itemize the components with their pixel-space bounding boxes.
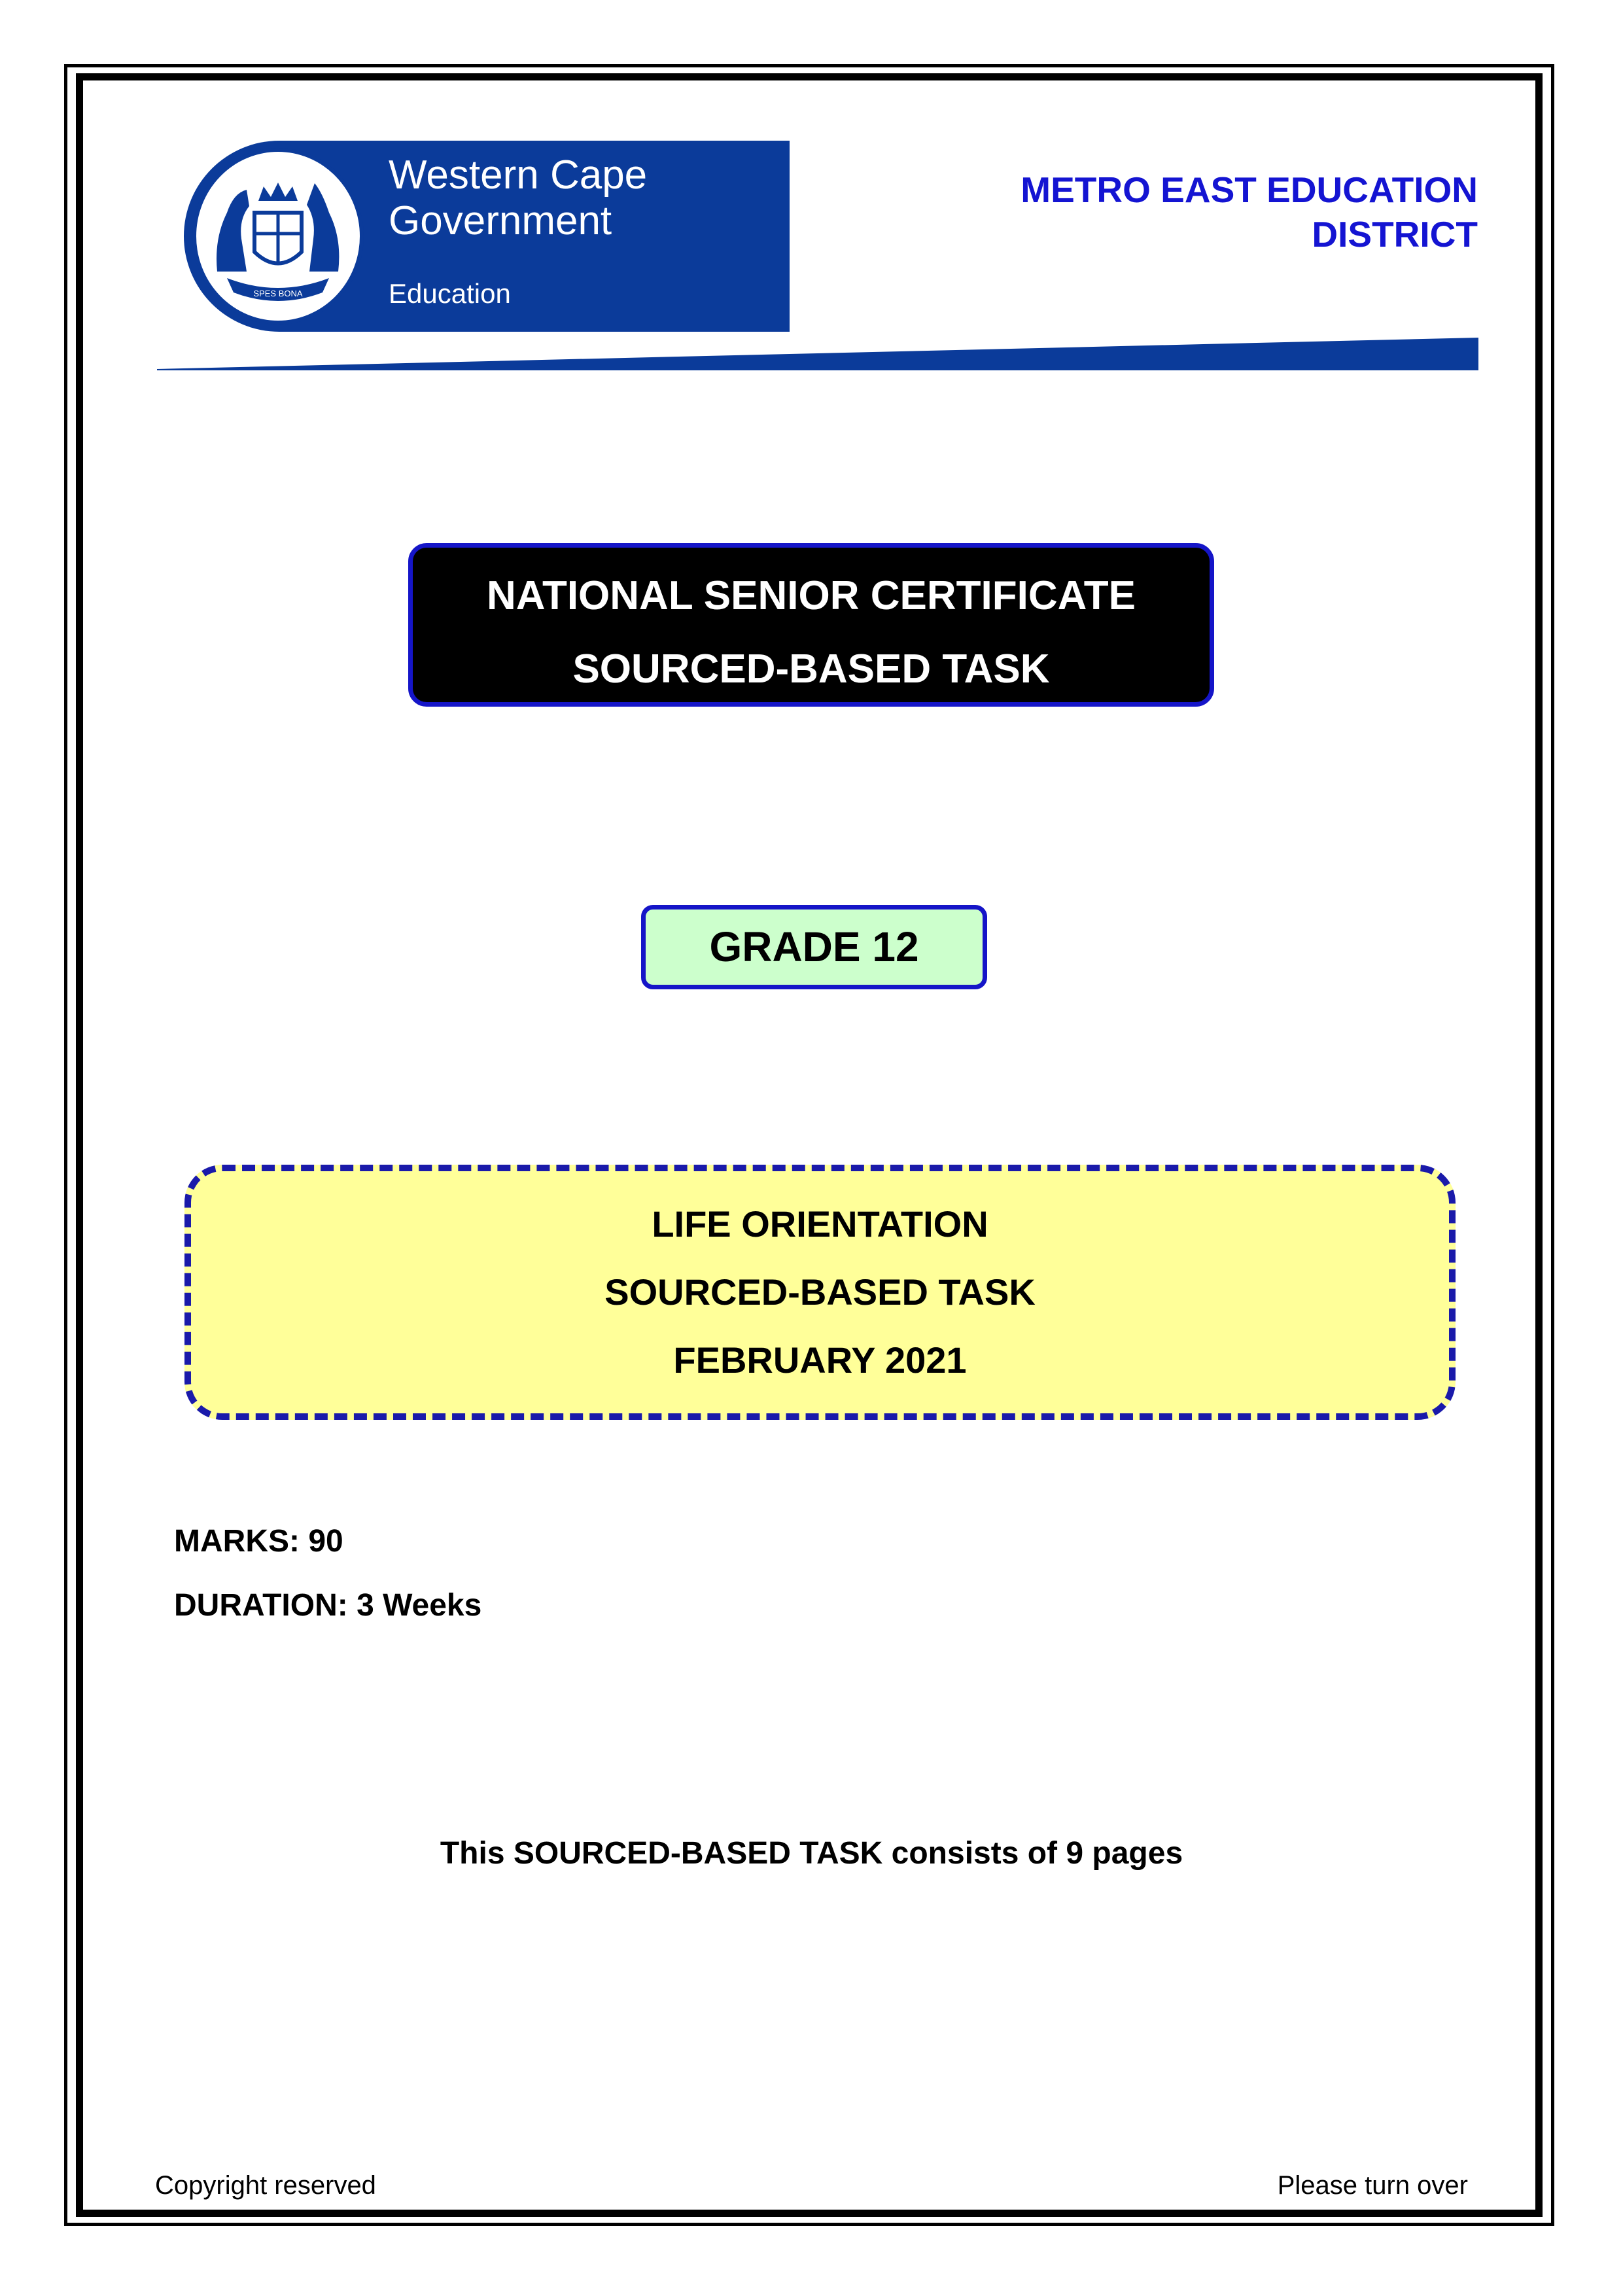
header-divider-swoosh	[157, 338, 1478, 370]
logo-line-1: Western Cape	[389, 152, 648, 198]
coat-of-arms-icon	[181, 141, 371, 332]
page-border-inner	[76, 73, 1543, 2217]
motto-label: SPES BONA	[253, 289, 303, 298]
marks-label: MARKS: 90	[174, 1524, 343, 1559]
footer-turn-over: Please turn over	[1277, 2171, 1468, 2200]
task-title: SOURCED-BASED TASK	[572, 646, 1050, 692]
district-line-2: DISTRICT	[1312, 214, 1478, 255]
logo-title	[389, 152, 647, 244]
certificate-title-box	[408, 543, 1214, 707]
footer-copyright: Copyright reserved	[155, 2171, 376, 2200]
logo-line-2: Government	[389, 198, 612, 243]
subject-box	[184, 1165, 1456, 1420]
subject-task-type: SOURCED-BASED TASK	[604, 1271, 1036, 1313]
duration-label: DURATION: 3 Weeks	[174, 1588, 482, 1623]
page-count-note: This SOURCED-BASED TASK consists of 9 pages	[440, 1836, 1183, 1871]
district-line-1: METRO EAST EDUCATION	[1021, 169, 1478, 210]
western-cape-government-logo	[181, 141, 790, 332]
subject-name: LIFE ORIENTATION	[652, 1203, 988, 1245]
district-name	[889, 168, 1478, 256]
certificate-title: NATIONAL SENIOR CERTIFICATE	[487, 573, 1136, 618]
grade-badge: GRADE 12	[641, 905, 987, 989]
subject-date: FEBRUARY 2021	[673, 1339, 967, 1381]
logo-department: Education	[389, 278, 511, 309]
